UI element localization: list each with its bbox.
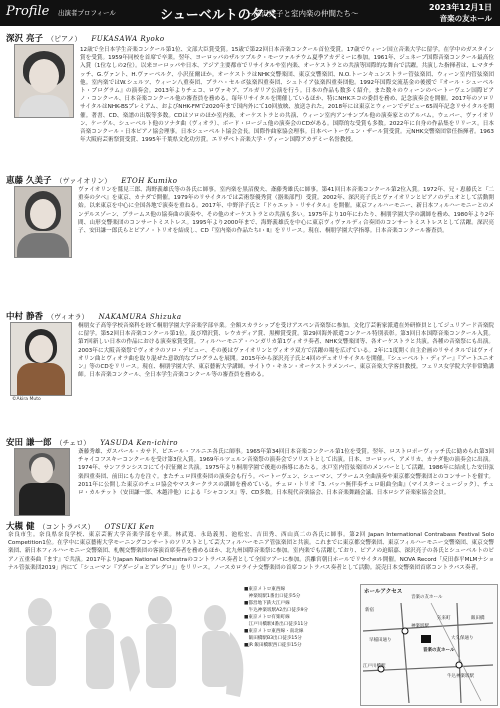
concert-title: シューベルトの夕べ bbox=[160, 8, 277, 23]
performer-section-nakamura bbox=[6, 310, 494, 322]
map-label: 早稲田通り bbox=[369, 638, 392, 643]
map-address: 音楽の友ホール bbox=[411, 595, 443, 600]
performer-roman-name: ETOH Kumiko bbox=[121, 177, 178, 185]
performer-roman-name: FUKASAWA Ryoko bbox=[91, 35, 165, 43]
concert-venue: 音楽の友ホール bbox=[439, 14, 492, 23]
performer-role: （ピアノ） bbox=[46, 35, 82, 43]
map-label: 神楽坂駅 bbox=[411, 624, 429, 629]
footer-area bbox=[0, 582, 500, 708]
performer-bio-yasuda: 斎藤秀雄、ガスパール・カサド、ピエール・フルニエ各氏に師事。1965年第34回日本音楽コンクール第1位を受賞。翌年、ロストロポーヴィッチ氏に勧められ第3回チャイコフスキーコンクールを受け第3位入賞。1969年ルツェルン音楽祭の演奏会でソリストとして出演。日本、ヨーロッパ、アメリカ、カナダ他の演奏会に出演。1974年、サンフランシスコにて小沢征爾と共演。1975年より桐朋学園で後進の指導にあたる。水戸室内管弦楽団のメンバーとして活躍。1986年に結成した安田弦楽四重奏団、前田にも力を注ぐ。またチェロ四重奏団の演奏会も行う。ベートーヴェン、シューマン、ブラームス全曲演奏や東京都交響楽団とのコンサートを催す。2011年に公開した東京のチェロ協会やマスタークラスの講師を務めている。チェロ・トリオ『3. バッハ無伴奏チェロ組曲全曲』（マイスターミュージック）、チェロ・カルテット（安田謙一郎、木越洋他）による『シャコンヌ』等、CD多数。日本現代音楽協会、日本音楽舞踊会議、日本ロシア音楽家協会会員。 bbox=[78, 449, 494, 497]
access-row: 神楽坂駅1番出口徒歩5分 bbox=[244, 594, 301, 599]
performer-name: 大槻 健 bbox=[6, 522, 35, 532]
performer-name: 深沢 亮子 bbox=[6, 34, 43, 44]
map-label: 牛込神楽坂駅 bbox=[447, 674, 474, 679]
performer-photo-yasuda bbox=[14, 448, 70, 516]
performer-bio-fukasawa: 12歳で全日本学生音楽コンクール第1位、文部大臣賞受賞。15歳で第22回日本音楽コンクール首位受賞。17歳でウィーン国立音楽大学に留学。在学中のガスタイン賞を受賞。1959年同校を首席で卒業。翌年、ヨーロッパのザルツブルク・モーツァルテウム夏季アカデミーに参加。1961年、ジュネーブ国際音楽コンクール最高位入賞（1位なしの2位）。以来ヨーロッパや日本、アジア主要都市でリサイタルや室内楽、オーケストラとの共演等国際的な舞台で活躍。共演した指揮者は、L.マタチッチ、G.ヴァント、H.ヴァーベルク、小沢征爾ほか。オーケストラはNHK交響楽団、東京交響楽団、N.O.トーンキュンストラー管弦楽団、ウィーン室内管弦楽団他。室内楽ではW.シュルツ、ウィーン八重奏団、プラハ・セルボ弦楽四重奏団、シュトイア弦楽四重奏団他。1992年国際交流基金の後援で『オール・シューベルト・プログラム』の演奏会。2013年よりチェコ、ロヴァキア、ブルガリア公演を行う。日本の作品も数多く紹介。また数々のウィーンのベートーヴェン国際ピアノ・コンクール、日本音楽コンクール他の審査員を務める。毎年リサイタルを開催しているほか、特にNHKエコの委員を務め、記念演奏会を開催。2017年のソロリサイタルはNHK-BSプレミアム、およびNHK-FMで2020年まで国内外にて10回放映、放送された。2018年には東京とウィーンでデビュー65周年記念リサイタルを開催。著書、CD、楽譜の出版等多数。CDはソロのほか室内楽、オーケストラとの共演、ウィーン室内アンサンブル他の演奏家とのアルバム。ウェバー、ヴァイオリン、ケーゲル、シューベルト他のソナタ曲（ヴィオラ）、ボード・ロージュ他の演奏会のCDがある。国際的な受賞も多数。2022年に自身の作品集をリリース。日本音楽コンクール・日本ピアノ協会理事。日本シューベルト協会会長。国際作曲家協会理事。日本ベートーヴェン・ザール賞受賞。元NHK交響楽団常任指揮者。1963年大阪府芸術祭賞受賞、1995年千葉県文化功労賞。エリザベト音楽大学・ヴィーン国際アカデミー名誉教授。 bbox=[80, 47, 494, 144]
access-row: ■東京メトロ有楽町線 bbox=[244, 615, 290, 620]
performer-name-line bbox=[6, 310, 494, 322]
access-info bbox=[244, 586, 308, 649]
performer-bio-otsuki: 奈良市生。奈良県奈良学校、東京芸術大学音楽学部を卒業。林武寛、永島義男、池松宏、吉田秀、西山真二の各氏に師事。第2回 Japan International Contrabass Festival Solo Competition1位。在学中に東京藝術大学モーニングコンサートのソリストとして芸大フィルハーモニア管弦楽団と共演。これまでに東京都交響楽団、東京フィルハーモニー交響楽団、東京交響楽団、新日本フィルハーモニー交響楽団、札幌交響楽団の客演首席奏者を務めるほか、北九州国際音楽祭に参加。室内楽でも活躍しており、ピアノの迫昭嘉、深沢亮子の各氏とシューベルトのピアノ五重奏曲『ます』で共演。2017年よりJapan National Orchestraのコントラバス奏者として全国ツアーに参加。浜離宮朝日ホールでリサイタル開催。NOVA Record「反田恭平MLMナショナル管弦楽団2019」内にて「シューマン『アダージョとアレグロ』」をリリース。ノースカロライナ交響楽団の首席コントラバス奏者として活動。読売日本交響楽団首席コントラバス奏者。 bbox=[8, 532, 494, 571]
performer-role: （ヴィオラ） bbox=[46, 313, 89, 321]
map-label: 矢来町 bbox=[437, 616, 451, 621]
map-label: 新宿 bbox=[365, 608, 374, 613]
performer-name: 中村 静香 bbox=[6, 312, 43, 322]
map-label: 江戸川橋駅 bbox=[363, 664, 386, 669]
map-label: 音楽の友ホール bbox=[423, 648, 455, 653]
access-row: ■東京メトロ東西線 bbox=[244, 587, 286, 592]
performer-section-etoh bbox=[6, 174, 494, 186]
performer-photo-etoh bbox=[14, 186, 72, 258]
performer-roman-name: NAKAMURA Shizuka bbox=[98, 313, 182, 321]
performer-photo-fukasawa bbox=[14, 44, 74, 118]
map-title: ホールアクセス bbox=[364, 589, 403, 595]
access-row: ■JR 飯田橋駅西口徒歩15分 bbox=[244, 643, 302, 648]
performer-section-fukasawa bbox=[6, 32, 494, 44]
photo-credit: ©Akira Muto bbox=[12, 397, 41, 402]
performer-role: （コントラバス） bbox=[38, 523, 95, 531]
concert-date: 2023年12月1日 bbox=[429, 3, 492, 12]
profile-script-heading: Profile bbox=[6, 4, 50, 19]
header-bar bbox=[0, 0, 500, 26]
performer-role: （ヴァイオリン） bbox=[55, 177, 112, 185]
access-row: 江戸川橋駅4番出口徒歩11分 bbox=[244, 622, 308, 627]
access-row: 飯田橋駅B3出口徒歩15分 bbox=[244, 636, 302, 641]
map-label: 飯田橋 bbox=[471, 616, 485, 621]
access-map bbox=[360, 584, 498, 706]
access-row: 牛込神楽坂駅A2出口徒歩9分 bbox=[244, 608, 309, 613]
performer-bio-nakamura: 桐朋女子高等学校音楽科を経て桐朋学園大学音楽学部卒業。全額スカラシップを受けアスペン音楽祭に参加。文化庁芸術家派遣在外研修員としてジュリアード音楽院に留学。第52回日本音楽コンクール第1位。及び増沢賞、レウカディア賞、黒柳賞受賞。第29回海外派遣コンクール特別表彰。第3回日本国際音楽コンクール入賞。第7回新しい日本の作品における演奏家賞受賞。フィルハーモニア・ハンガリカ第1ヴィオラ奏者、NHK交響楽団等、各オーケストラと共演。各種の音楽祭にも出演。2003年に大阪音楽祭でヴィオラのソロ・デビュー、その後はヴァイオリンとヴィオラ双方で活躍の場を広げている。2年に1度開く自主企画のリサイタルではヴァイオリン曲とヴィオラ曲を取り混ぜた意欲的なプログラムを展開。2015年から深沢亮子氏と4回のデュオリサイタルを開催。『シューベルト・ディアー』『アートユニオン』等のCDをリリース。現在、桐朋学園大学、東京藝術大学講師。サイトウ・キネン・オーケストラメンバー、東京音楽大学客員教授。フェリス女学院大学非常勤講師。日本音楽コンクール、全日本学生音楽コンクール等の審査員を務める。 bbox=[78, 323, 494, 379]
performer-section-yasuda bbox=[6, 436, 494, 448]
concert-subtitle: ～深沢亮子と室内楽の仲間たち～ bbox=[246, 9, 359, 18]
performer-bio-etoh: ヴァイオリンを鷲見三郎、海野義雄氏等の各氏に師事。室内楽を黒沼俊夫、斎藤秀雄氏に師事。第41回日本音楽コンクール第2位入賞。1972年、兄・恵藤氏と『二重奏の夕べ』を東京、カナダで開催。1979年のリサイタルでは芸術祭優秀賞（器楽部門）受賞。2002年、深沢亮子氏とヴァイオリンとピアノのデュオとして活動開始。以来東京を中心に全国各地で演奏を重ねる。2017年、中野洋子氏と『ドゥエット・リサイタル』を開催。東京フィルハーモニー、新日本フィルハーモニーとのメンデルスゾーン、ブラームス他の協奏曲の演奏や、その他のオーケストラとの共演も多い。1975年より10年にわたり、桐朋学園大学の講師を務め、1980年より2年間、山形交響楽団のコンサートミストレス。1995年より2000年まで、海野義雄氏を中心に東京ヴィヴァルディ合奏団のコンサートミストレスとして活躍。深沢亮子、安田謙一郎氏らとピアノ・トリオを結成し、CD『室内楽の作品たちⅠ・Ⅱ』をリリース。現在、桐朋学園大学指導。日本音楽コンクール審査員。 bbox=[78, 187, 494, 235]
access-row: ■東京メトロ東西線・南北線 bbox=[244, 629, 304, 634]
performer-role: （チェロ） bbox=[55, 439, 91, 447]
performer-name: 恵藤 久美子 bbox=[6, 176, 52, 186]
map-label: 大久保通り bbox=[451, 636, 474, 641]
performer-name-line bbox=[6, 174, 494, 186]
performer-roman-name: OTSUKI Ken bbox=[104, 523, 155, 531]
performer-name: 安田 謙一郎 bbox=[6, 438, 52, 448]
profile-subheading: 出演者プロフィール bbox=[58, 9, 116, 17]
performer-name-line bbox=[6, 32, 494, 44]
performer-photo-nakamura bbox=[10, 322, 72, 396]
performer-name-line bbox=[6, 436, 494, 448]
performer-roman-name: YASUDA Ken-ichiro bbox=[100, 439, 179, 447]
access-row: ■都営地下鉄大江戸線 bbox=[244, 601, 290, 606]
